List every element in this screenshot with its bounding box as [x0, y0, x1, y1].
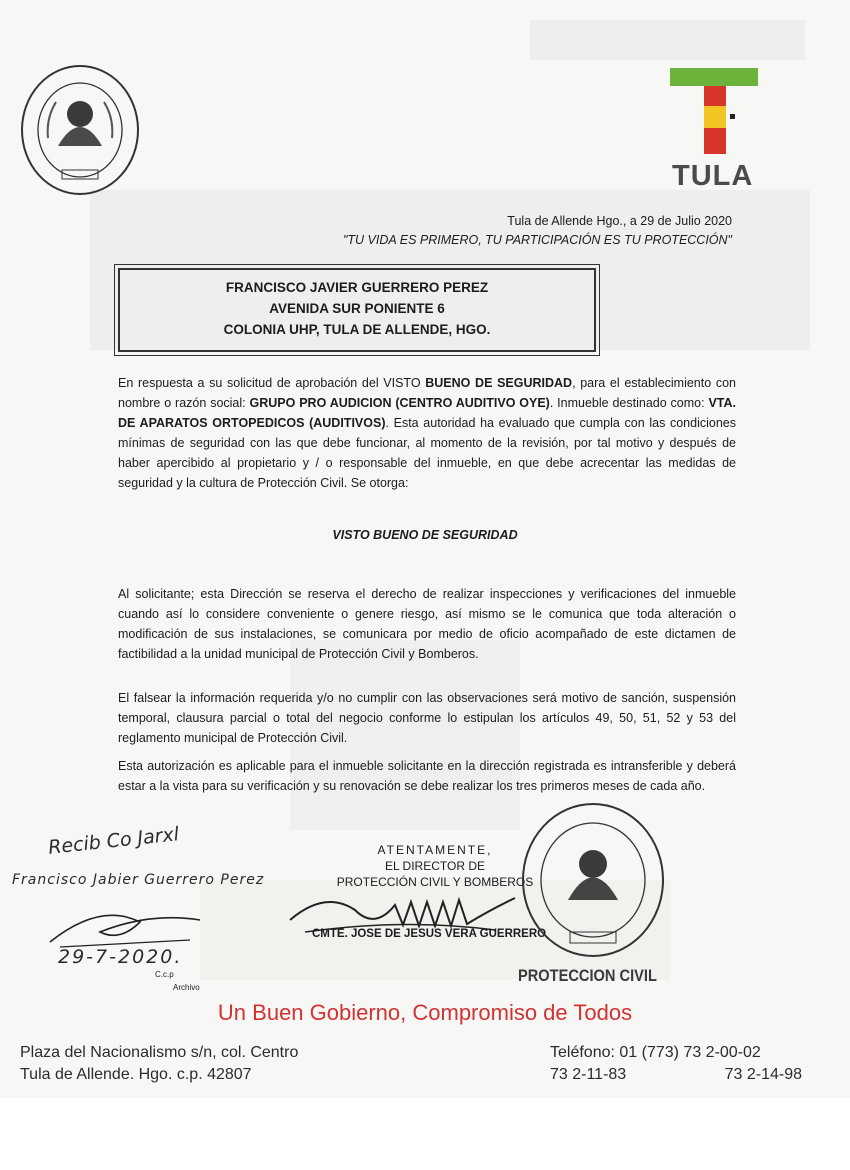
name-handwriting: Francisco Jabier Guerrero Perez	[12, 872, 265, 888]
received-handwriting: Recib Co Jarxl	[47, 823, 181, 859]
footer-address	[20, 1042, 298, 1086]
government-motto: Un Buen Gobierno, Compromiso de Todos	[217, 1000, 633, 1025]
p1-text: . Inmueble destinado como:	[549, 396, 709, 410]
recipient-signature-icon	[40, 892, 210, 952]
director-name: CMTE. JOSE DE JESUS VERA GUERRERO	[312, 928, 547, 940]
address-line-2: Tula de Allende. Hgo. c.p. 42807	[20, 1066, 252, 1083]
date-line: Tula de Allende Hgo., a 29 de Julio 2020	[507, 214, 732, 228]
department-line: PROTECCIÓN CIVIL Y BOMBEROS	[336, 875, 534, 889]
dateline-block	[343, 212, 732, 250]
grant-title: VISTO BUENO DE SEGURIDAD	[332, 528, 518, 542]
p1-text: . Esta autoridad ha evaluado que cumpla con las condiciones mínimas de seguridad con las que debe funcionar, al momento de la revisión, por tal motivo y después de haber apercibido al propietario y / o responsable del inmueble, en que debe acrecentar las medidas de seguridad y la cultura de Protección Civil. Se otorga:	[118, 416, 736, 490]
recipient-colony: COLONIA UHP, TULA DE ALLENDE, HGO.	[223, 322, 491, 337]
recipient-name: FRANCISCO JAVIER GUERRERO PEREZ	[225, 280, 489, 295]
request-paragraph	[118, 373, 736, 493]
inspection-paragraph: Al solicitante; esta Dirección se reserva el derecho de realizar inspecciones y verificaciones del inmueble cuando así lo considere conveniente o genere riesgo, así mismo se le comunica que toda alteración o modificación de sus instalaciones, se comunicara por medio de oficio acompañado de este dictamen de factibilidad a la unidad municipal de Protección Civil y Bomberos.	[118, 587, 736, 661]
sanction-paragraph: El falsear la información requerida y/o no cumplir con las observaciones será motivo de sanción, suspensión temporal, clausura parcial o total del negocio conforme lo estipulan los artículos 49, 50, 51, 52 y 53 del reglamento municipal de Protección Civil.	[118, 691, 736, 745]
ccp-label: C.c.p	[155, 970, 174, 979]
footer-phones	[550, 1042, 802, 1086]
recipient-street: AVENIDA SUR PONIENTE 6	[269, 301, 445, 316]
date-handwriting: 29-7-2020.	[58, 946, 183, 968]
atentamente-line: ATENTAMENTE,	[377, 843, 493, 857]
slogan-line: "TU VIDA ES PRIMERO, TU PARTICIPACIÓN ES TU PROTECCIÓN"	[342, 233, 732, 247]
civil-protection-label: PROTECCION CIVIL	[518, 966, 657, 985]
scan-margin	[0, 1098, 850, 1170]
address-line-1: Plaza del Nacionalismo s/n, col. Centro	[20, 1044, 299, 1061]
archivo-label: Archivo	[173, 983, 200, 992]
background-bleed-block	[530, 20, 805, 60]
phone-a: 73 2-11-83	[550, 1066, 627, 1083]
p1-text: , para el establecimiento con nombre o razón social:	[118, 376, 736, 410]
recipient-address-box	[118, 268, 596, 352]
phone-row-2	[550, 1064, 802, 1086]
municipal-seal-icon	[18, 58, 142, 198]
phone-b: 73 2-14-98	[724, 1066, 802, 1083]
director-title-line: EL DIRECTOR DE	[384, 859, 486, 873]
p1-bold: BUENO DE SEGURIDAD	[425, 376, 573, 390]
p1-text: En respuesta a su solicitud de aprobación del VISTO	[118, 376, 426, 390]
business-name: GRUPO PRO AUDICION (CENTRO AUDITIVO OYE)	[249, 396, 550, 410]
civil-protection-seal-icon	[518, 800, 668, 960]
phone-line-1: Teléfono: 01 (773) 73 2-00-02	[550, 1044, 761, 1061]
validity-paragraph: Esta autorización es aplicable para el inmueble solicitante en la dirección registrada es intransferible y deberá estar a la vista para su verificación y su renovación se debe realizar los tres primeros meses de cada año.	[118, 759, 736, 793]
logo-wordmark: TULA	[672, 160, 754, 192]
business-type: VTA. DE APARATOS ORTOPEDICOS (AUDITIVOS)	[118, 396, 736, 430]
